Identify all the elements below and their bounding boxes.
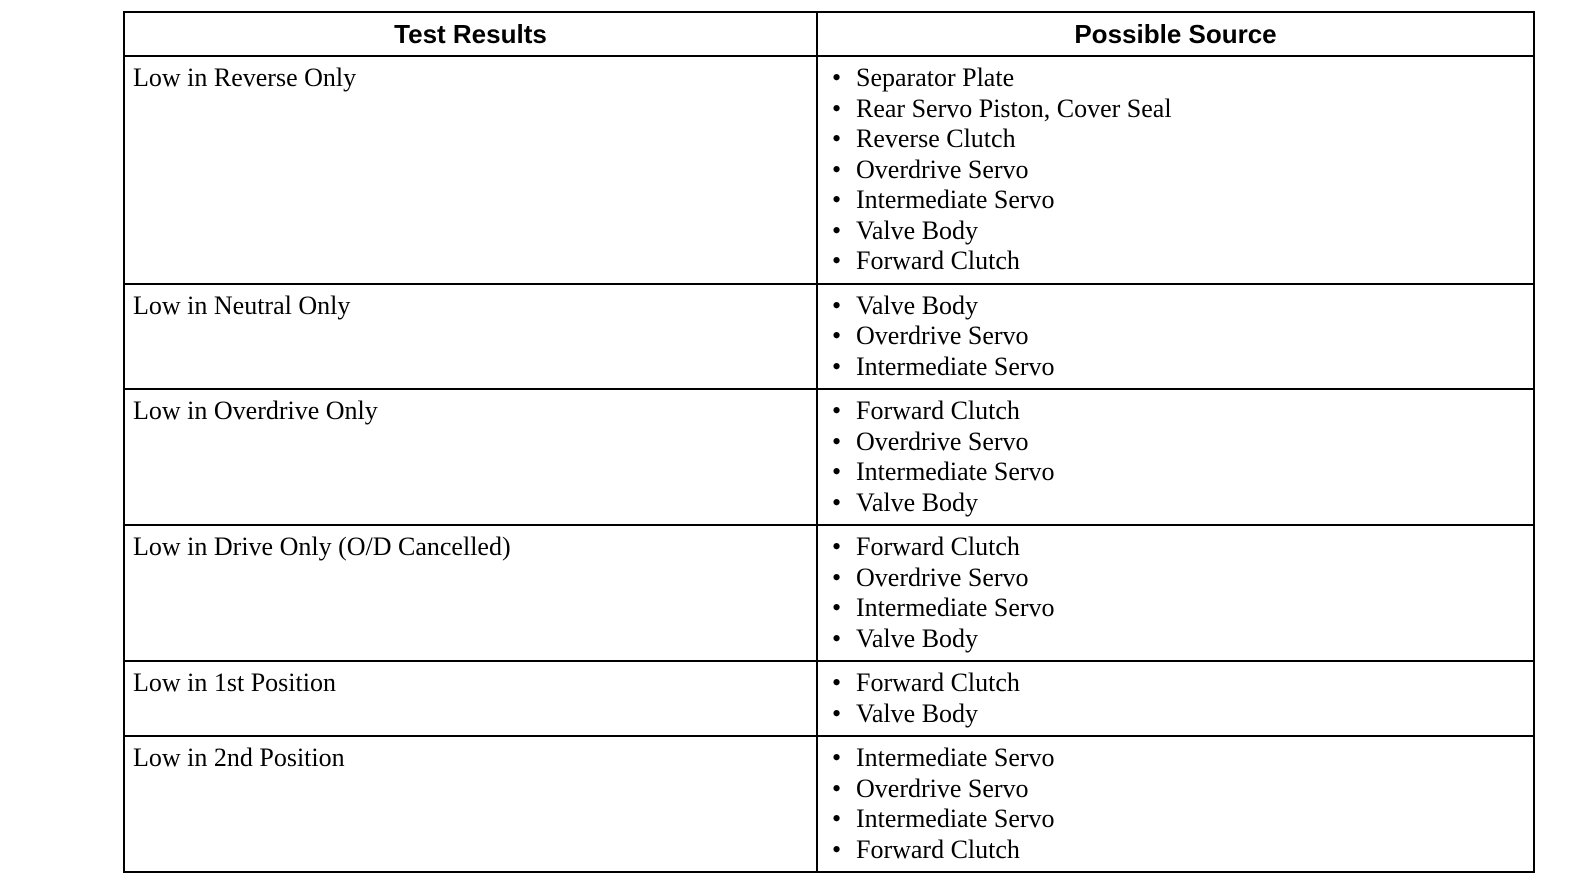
test-result-cell: Low in Overdrive Only (124, 389, 817, 525)
bullet-icon: • (832, 124, 842, 153)
source-list (832, 63, 1533, 277)
list-item (832, 291, 1533, 322)
table-row (124, 284, 1534, 390)
header-test-results: Test Results (124, 12, 817, 56)
list-item (832, 124, 1533, 155)
test-result-cell: Low in Neutral Only (124, 284, 817, 390)
source-label: Overdrive Servo (856, 154, 1029, 184)
source-label: Overdrive Servo (856, 426, 1029, 456)
bullet-icon: • (832, 623, 842, 653)
bullet-icon: • (832, 426, 842, 456)
bullet-icon: • (832, 487, 842, 517)
source-label: Forward Clutch (856, 246, 1020, 275)
table-row (124, 661, 1534, 736)
bullet-icon: • (832, 215, 842, 245)
test-results-table (123, 11, 1535, 873)
source-label: Overdrive Servo (856, 562, 1029, 592)
bullet-icon: • (832, 834, 842, 864)
bullet-icon: • (832, 562, 842, 592)
bullet-icon: • (832, 743, 842, 772)
bullet-icon: • (832, 290, 842, 320)
source-list (832, 291, 1533, 383)
bullet-icon: • (832, 532, 842, 561)
bullet-icon: • (832, 246, 842, 275)
possible-source-cell (817, 661, 1534, 736)
list-item (832, 532, 1533, 563)
list-item (832, 216, 1533, 247)
list-item (832, 427, 1533, 458)
bullet-icon: • (832, 773, 842, 803)
source-label: Forward Clutch (856, 834, 1020, 864)
list-item (832, 321, 1533, 352)
header-possible-source: Possible Source (817, 12, 1534, 56)
list-item (832, 699, 1533, 730)
list-item (832, 457, 1533, 488)
table-row (124, 736, 1534, 872)
source-label: Valve Body (856, 698, 979, 728)
list-item (832, 246, 1533, 277)
source-label: Intermediate Servo (856, 351, 1055, 381)
list-item (832, 94, 1533, 125)
source-label: Overdrive Servo (856, 773, 1029, 803)
source-list (832, 396, 1533, 518)
source-label: Valve Body (856, 623, 979, 653)
possible-source-cell (817, 284, 1534, 390)
bullet-icon: • (832, 804, 842, 833)
source-label: Overdrive Servo (856, 321, 1029, 350)
list-item (832, 804, 1533, 835)
source-label: Reverse Clutch (856, 124, 1016, 153)
bullet-icon: • (832, 93, 842, 123)
source-label: Forward Clutch (856, 396, 1020, 425)
table-header-row (124, 12, 1534, 56)
possible-source-cell (817, 525, 1534, 661)
source-label: Separator Plate (856, 63, 1015, 92)
list-item (832, 352, 1533, 383)
list-item (832, 668, 1533, 699)
source-label: Forward Clutch (856, 668, 1020, 697)
source-label: Valve Body (856, 290, 979, 320)
list-item (832, 593, 1533, 624)
source-label: Intermediate Servo (856, 185, 1055, 214)
table-row (124, 525, 1534, 661)
list-item (832, 624, 1533, 655)
list-item (832, 743, 1533, 774)
source-label: Forward Clutch (856, 532, 1020, 561)
table-row (124, 389, 1534, 525)
bullet-icon: • (832, 351, 842, 381)
bullet-icon: • (832, 321, 842, 350)
source-list (832, 532, 1533, 654)
list-item (832, 774, 1533, 805)
source-label: Intermediate Servo (856, 743, 1055, 772)
source-list (832, 668, 1533, 729)
test-result-cell: Low in Reverse Only (124, 56, 817, 284)
bullet-icon: • (832, 668, 842, 697)
possible-source-cell (817, 56, 1534, 284)
source-label: Intermediate Servo (856, 593, 1055, 622)
list-item (832, 396, 1533, 427)
possible-source-cell (817, 389, 1534, 525)
bullet-icon: • (832, 698, 842, 728)
bullet-icon: • (832, 396, 842, 425)
bullet-icon: • (832, 457, 842, 486)
list-item (832, 488, 1533, 519)
test-result-cell: Low in 1st Position (124, 661, 817, 736)
table-row (124, 56, 1534, 284)
bullet-icon: • (832, 593, 842, 622)
source-label: Valve Body (856, 487, 979, 517)
test-result-cell: Low in Drive Only (O/D Cancelled) (124, 525, 817, 661)
source-list (832, 743, 1533, 865)
source-label: Intermediate Servo (856, 804, 1055, 833)
source-label: Intermediate Servo (856, 457, 1055, 486)
list-item (832, 835, 1533, 866)
source-label: Rear Servo Piston, Cover Seal (856, 93, 1172, 123)
list-item (832, 563, 1533, 594)
source-label: Valve Body (856, 215, 979, 245)
bullet-icon: • (832, 154, 842, 184)
bullet-icon: • (832, 63, 842, 92)
list-item (832, 155, 1533, 186)
list-item (832, 185, 1533, 216)
bullet-icon: • (832, 185, 842, 214)
list-item (832, 63, 1533, 94)
test-result-cell: Low in 2nd Position (124, 736, 817, 872)
table-body (124, 56, 1534, 872)
possible-source-cell (817, 736, 1534, 872)
